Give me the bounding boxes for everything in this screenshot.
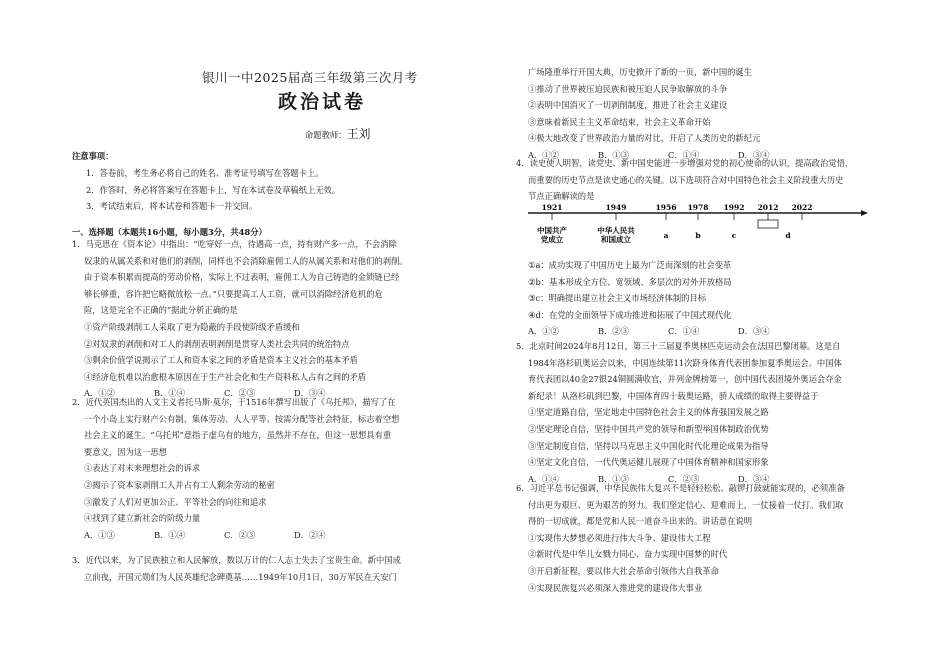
notice-item: 2．作答时，务必将答案写在答题卡上，写在本试卷及草稿纸上无效。 [86,184,341,195]
q1-line: 1．马克思在《资本论》中指出：“吃穿好一点，待遇高一点，持有财产多一点，不会消除 [72,239,397,249]
q6-statement: ②新时代是中华儿女戮力同心、奋力实现中国梦的时代 [528,549,728,560]
option-d: D．③④ [294,388,326,399]
option-a: A．①② [528,326,559,337]
question-4 [516,155,892,205]
option-b: B．①③ [598,473,629,484]
section-heading: 一、选择题（本题共16小题，每小题3分，共48分） [72,227,267,237]
timeline-diagram [528,204,868,252]
timeline-bracket [758,220,778,228]
q1-statement: ③剩余价值学说揭示了工人和资本家之间的矛盾是资本主义社会的基本矛盾 [84,355,358,366]
q4-statement: ②b：基本形成全方位、宽领域、多层次的对外开放格局 [528,276,732,287]
q5-statement: ①坚定道路自信，坚定地走中国特色社会主义的体育强国发展之路 [528,407,769,418]
q6-statement: ③开启新征程，要以伟大社会革命引领伟大自我革命 [528,565,719,576]
option-b: B．①③ [598,149,629,160]
notice-title: 注意事项： [72,151,114,161]
option-b: B．①④ [154,388,185,399]
option-a: A．①② [528,149,559,160]
q6-line: 得的一切成就，都是党和人民一道奋斗出来的。讲话意在说明 [528,516,753,527]
label-c: c [731,231,737,240]
q5-statement: ④坚定文化自信，一代代奥运健儿展现了中国体育精神和国家形象 [528,457,769,468]
option-c: C．②③ [668,473,700,484]
q6-line: 6．习近平总书记强调，中华民族伟大复兴不是轻轻松松、敲锣打鼓就能实现的，必须准备 [516,483,845,493]
notice-item: 3．考试结束后，将本试卷和答题卡一并交回。 [86,201,258,212]
q6-line: 付出更为艰巨、更为艰苦的努力。我们坚定信心、迎难而上，一仗接着一仗打。我们取 [528,499,844,510]
option-d: D．③④ [738,473,770,484]
q2-line: 要意义，因为这一思想 [84,446,167,457]
q3-line: 立前夜，开国元勋们为人民英雄纪念碑奠基……1949年10月1日，30万军民在天安门 [84,571,398,582]
question-4-cont [516,257,892,340]
q5-line: 育代表团以40金27银24铜圆满收官，并列金牌榜第一，创中国代表团境外奥运会夺金 [528,374,842,385]
question-3 [72,552,448,585]
q6-statement: ④实现民族复兴必须深入推进党的建设伟大事业 [528,582,703,593]
q4-statement: ③c：明确提出建立社会主义市场经济体制的目标 [528,293,707,304]
timeline-year-1949: 1949 [605,204,627,212]
q5-line: 1984年洛杉矶奥运会以来，中国连续第11次跻身体育代表团参加夏季奥运会。中国体 [528,357,842,368]
question-1 [72,236,448,402]
q4-statement: ④d：在党的全面领导下成功推进和拓展了中国式现代化 [528,309,732,320]
option-d: D．③④ [738,326,770,337]
q5-line: 新纪录！从洛杉矶到巴黎，中国体育四十载奥运路，骄人成绩的取得主要得益于 [528,390,819,401]
label-a: a [663,231,669,240]
q1-line: 险，这是完全不正确的”据此分析正确的是 [84,305,238,316]
option-c: C．①④ [668,149,700,160]
q1-statement: ④经济危机难以治愈根本原因在于生产社会化和生产资料私人占有之间的矛盾 [84,371,367,382]
q3-statement: ④极大地改变了世界政治力量的对比，开启了人类历史的新纪元 [528,133,761,144]
page-title: 政治试卷 [278,91,367,113]
q3-line: 3．近代以来，为了民族独立和人民解放，数以万计的仁人志士失去了宝贵生命。新中国成 [72,555,401,565]
option-c: C．①④ [668,326,700,337]
q2-statement: ①表达了对未来理想社会的诉求 [84,463,201,474]
question-5 [516,338,892,487]
timeline-year-1978: 1978 [687,204,709,212]
option-a: A．①③ [84,529,115,540]
option-a: A．①④ [528,473,559,484]
option-b: B．②③ [598,326,629,337]
timeline-year-2022: 2022 [791,204,813,212]
question-2 [72,394,448,543]
question-3-cont [516,64,892,164]
q3-statement: ②表明中国消灭了一切剥削制度，推进了社会主义建设 [528,100,728,111]
label-1949-b: 和国成立 [601,235,631,244]
q4-statement: ①a：成功实现了中国历史上最为广泛而深刻的社会变革 [528,260,732,270]
q2-statement: ②揭示了资本家剥削工人并占有工人剩余劳动的秘密 [84,479,275,490]
timeline-year-1956: 1956 [655,204,677,212]
option-d: D．③④ [738,149,770,160]
q2-line: 2．近代英国杰出的人文主义者托马斯·莫尔，于1516年撰写出版了《乌托邦》，描写了在 [72,397,396,407]
teacher-name: 王刘 [346,127,371,141]
school-title: 银川一中2025届高三年级第三次月考 [202,70,418,85]
q6-statement: ①实现伟大梦想必须进行伟大斗争、建设伟大工程 [528,532,711,543]
notice-list [86,165,340,215]
label-1921-b: 党成立 [540,235,564,244]
teacher-line [305,126,371,144]
q1-line: 够长够重，容许把它略微放松一点。”只要提高工人工资，就可以消除经济危机的危 [84,288,383,299]
q3-line: 广场隆重举行开国大典，历史掀开了新的一页，新中国的诞生 [528,67,753,77]
label-d: d [785,231,791,240]
q2-line: 社会主义的诞生。“乌托邦”意指子虚乌有的地方，虽然并不存在，但这一思想具有重 [84,430,392,441]
timeline-year-2012: 2012 [757,204,779,212]
option-a: A．①② [84,388,115,399]
timeline-year-1921: 1921 [541,204,563,212]
q3-statement: ③意味着新民主主义革命结束，社会主义革命开始 [528,116,711,127]
q2-options [72,527,448,544]
q5-statement: ②坚定理论自信，坚持中国共产党的领导和新型举国体制政治优势 [528,423,769,434]
teacher-label: 命题教师： [305,130,347,140]
q2-statement: ③激发了人们对更加公正、平等社会的向往和追求 [84,496,267,507]
q2-statement: ④找到了建立新社会的阶级力量 [84,513,201,524]
q1-statement: ②对奴隶的剥削和对工人的剥削表明剥削是贯穿人类社会共同的统治特点 [84,338,350,349]
q1-line: 由于资本积累而提高的劳动价格，实际上不过表明，雇佣工人为自己铸造的金锁链已经 [84,272,400,283]
q5-line: 5．北京时间2024年8月12日，第三十三届夏季奥林匹克运动会在法国巴黎闭幕。这是自 [516,341,841,351]
notice-item: 1．答卷前，考生务必将自己的姓名、准考证号填写在答题卡上。 [86,168,324,178]
label-1949: 中华人民共 [597,226,635,235]
option-c: C．②③ [224,529,256,540]
q2-line: 一个小岛上实行财产公有制、集体劳动、人人平等、按需分配等社会特征，标志着空想 [84,413,400,424]
q3-statement: ①推动了世界被压迫民族和被压迫人民争取解放的斗争 [528,83,728,94]
timeline-arrow [861,210,868,216]
label-b: b [695,231,701,240]
option-b: B．①④ [154,529,185,540]
q4-line: 节点正确解读的是 [528,191,595,202]
q1-line: 奴隶的从属关系和对他们的剥削，同样也不会消除雇佣工人的从属关系和对他们的剥削。 [84,255,408,266]
q1-statement: ①资产阶级剥削工人采取了更为隐蔽的手段使阶级矛盾缓和 [84,321,300,332]
question-6 [516,480,892,596]
option-d: D．②④ [294,529,326,540]
q4-line: 4．读史使人明智，读党史、新中国史能进一步增强对党的初心使命的认识，提高政治觉悟， [516,158,854,168]
q5-statement: ③坚定制度自信，坚持以马克思主义中国化时代化理论成果为指导 [528,440,769,451]
timeline-year-1992: 1992 [723,204,745,212]
option-c: C．②③ [224,388,256,399]
q4-line: 而重要的历史节点是读史通心的关键。以下选项符合对中国特色社会主义阶段重大历史 [528,174,844,185]
label-1921: 中国共产 [537,226,567,235]
